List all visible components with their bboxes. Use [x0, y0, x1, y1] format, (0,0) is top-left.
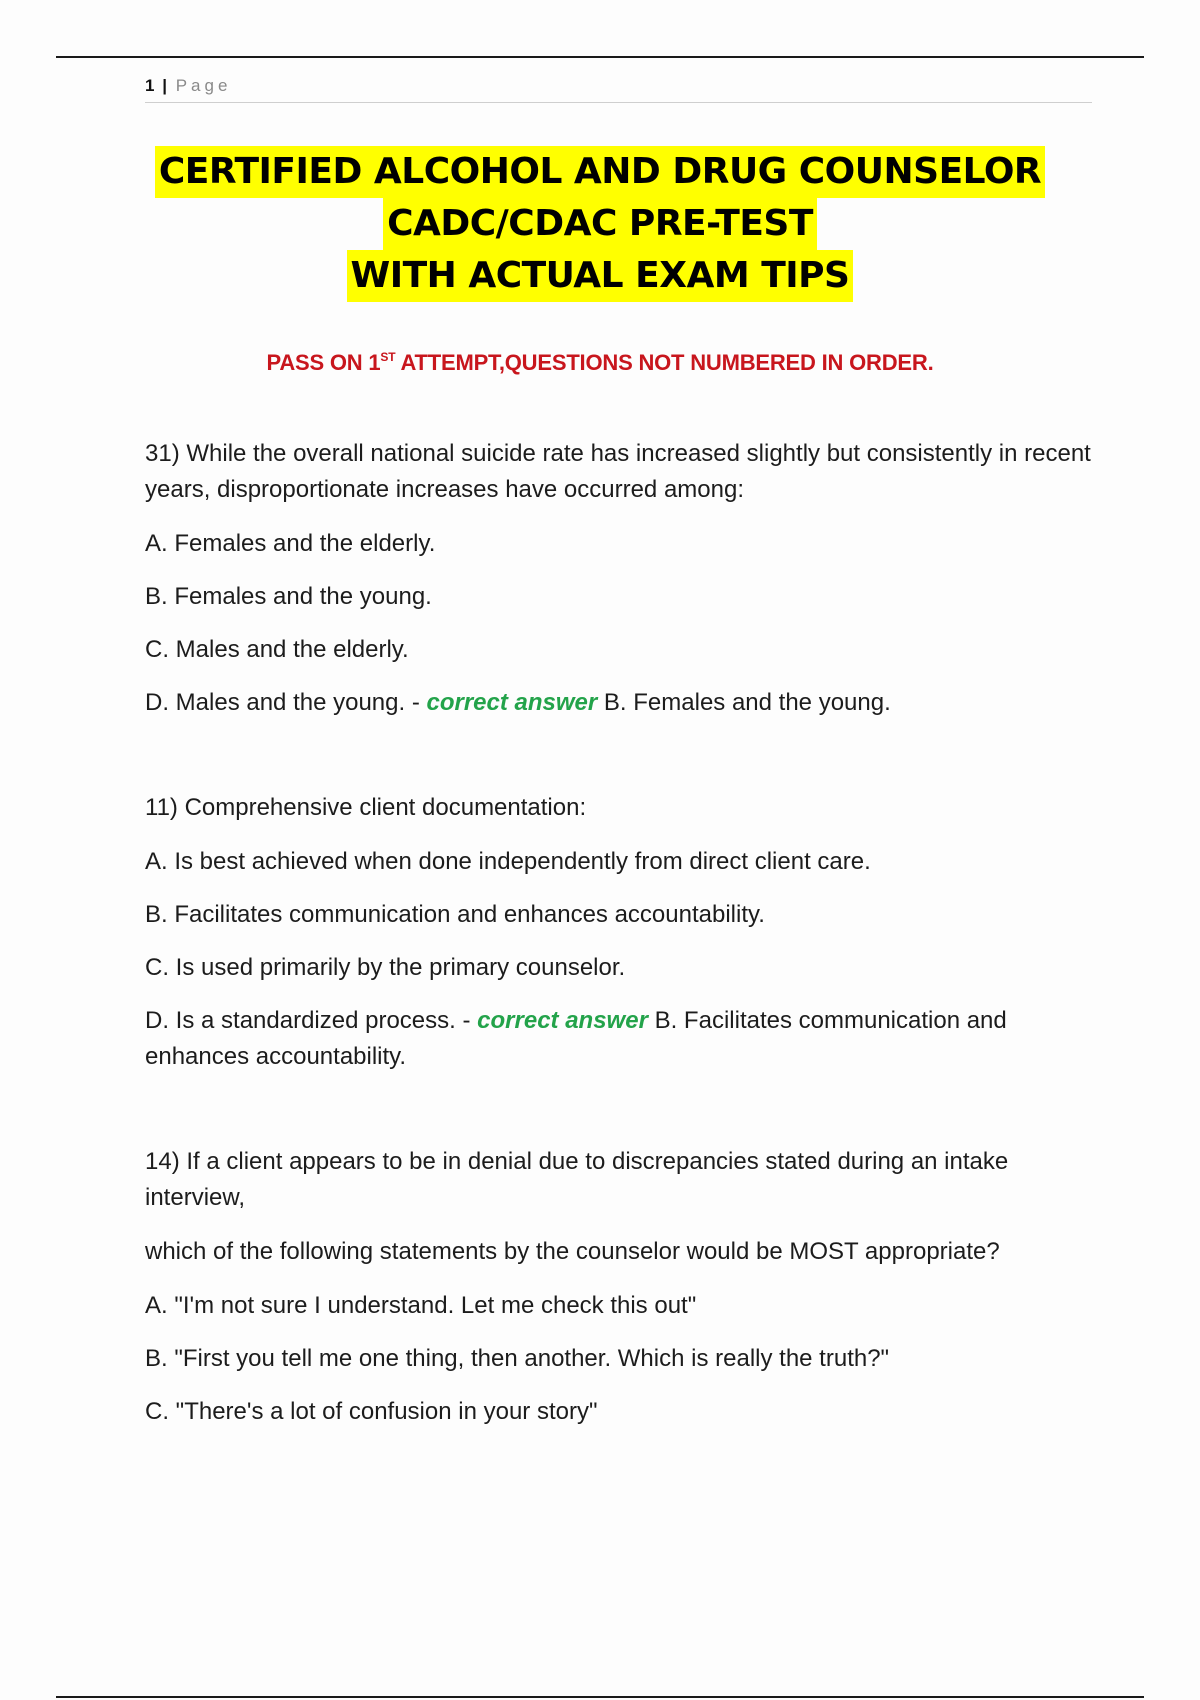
document-title	[0, 146, 1200, 302]
title-line-2: CADC/CDAC PRE-TEST	[383, 198, 817, 250]
question-block	[145, 436, 1092, 721]
answer-option: B. "First you tell me one thing, then another. Which is really the truth?"	[145, 1345, 890, 1372]
question-prompt-continued: which of the following statements by the counselor would be MOST appropriate?	[145, 1238, 1000, 1265]
question-prompt: 14) If a client appears to be in denial due to discrepancies stated during an intake interview,	[145, 1148, 1009, 1211]
answer-option-text: D. Is a standardized process. -	[145, 1007, 478, 1034]
page-number: 1	[145, 76, 155, 95]
answer-option-text: D. Males and the young. -	[145, 689, 427, 716]
correct-answer-text: B. Females and the young.	[597, 689, 891, 716]
answer-option: A. Is best achieved when done independently from direct client care.	[145, 848, 871, 875]
page-header	[145, 72, 1092, 103]
question-block	[145, 790, 1092, 1075]
correct-answer-label: correct answer	[426, 689, 598, 716]
answer-option: B. Females and the young.	[145, 583, 432, 610]
title-line-1: CERTIFIED ALCOHOL AND DRUG COUNSELOR	[155, 146, 1045, 198]
title-line-3: WITH ACTUAL EXAM TIPS	[347, 250, 854, 302]
answer-option: C. "There's a lot of confusion in your story"	[145, 1398, 598, 1425]
subtitle-after: ATTEMPT,QUESTIONS NOT NUMBERED IN ORDER.	[395, 350, 934, 375]
page-label: Page	[175, 76, 232, 95]
question-block	[145, 1144, 1092, 1430]
answer-option: A. "I'm not sure I understand. Let me check this out"	[145, 1292, 697, 1319]
answer-option: C. Males and the elderly.	[145, 636, 409, 663]
bottom-rule	[56, 1696, 1144, 1698]
question-prompt: 11) Comprehensive client documentation:	[145, 794, 587, 821]
correct-answer-label: correct answer	[477, 1007, 648, 1034]
answer-option: A. Females and the elderly.	[145, 530, 436, 557]
subtitle-sup: ST	[380, 350, 396, 364]
header-separator: |	[162, 76, 167, 95]
answer-option-with-answer	[145, 1003, 1092, 1075]
question-list	[145, 436, 1092, 1447]
top-rule	[56, 56, 1144, 58]
answer-option-with-answer	[145, 685, 1092, 721]
subtitle	[0, 350, 1200, 376]
answer-option: C. Is used primarily by the primary counselor.	[145, 954, 626, 981]
question-prompt: 31) While the overall national suicide rate has increased slightly but consistently in recent years, disproportionate increases have occurred among:	[145, 440, 1091, 503]
subtitle-before: PASS ON 1	[266, 350, 381, 375]
correct-answer-text: B. Facilitates communication and enhances accountability.	[145, 1007, 1007, 1070]
answer-option: B. Facilitates communication and enhances accountability.	[145, 901, 765, 928]
